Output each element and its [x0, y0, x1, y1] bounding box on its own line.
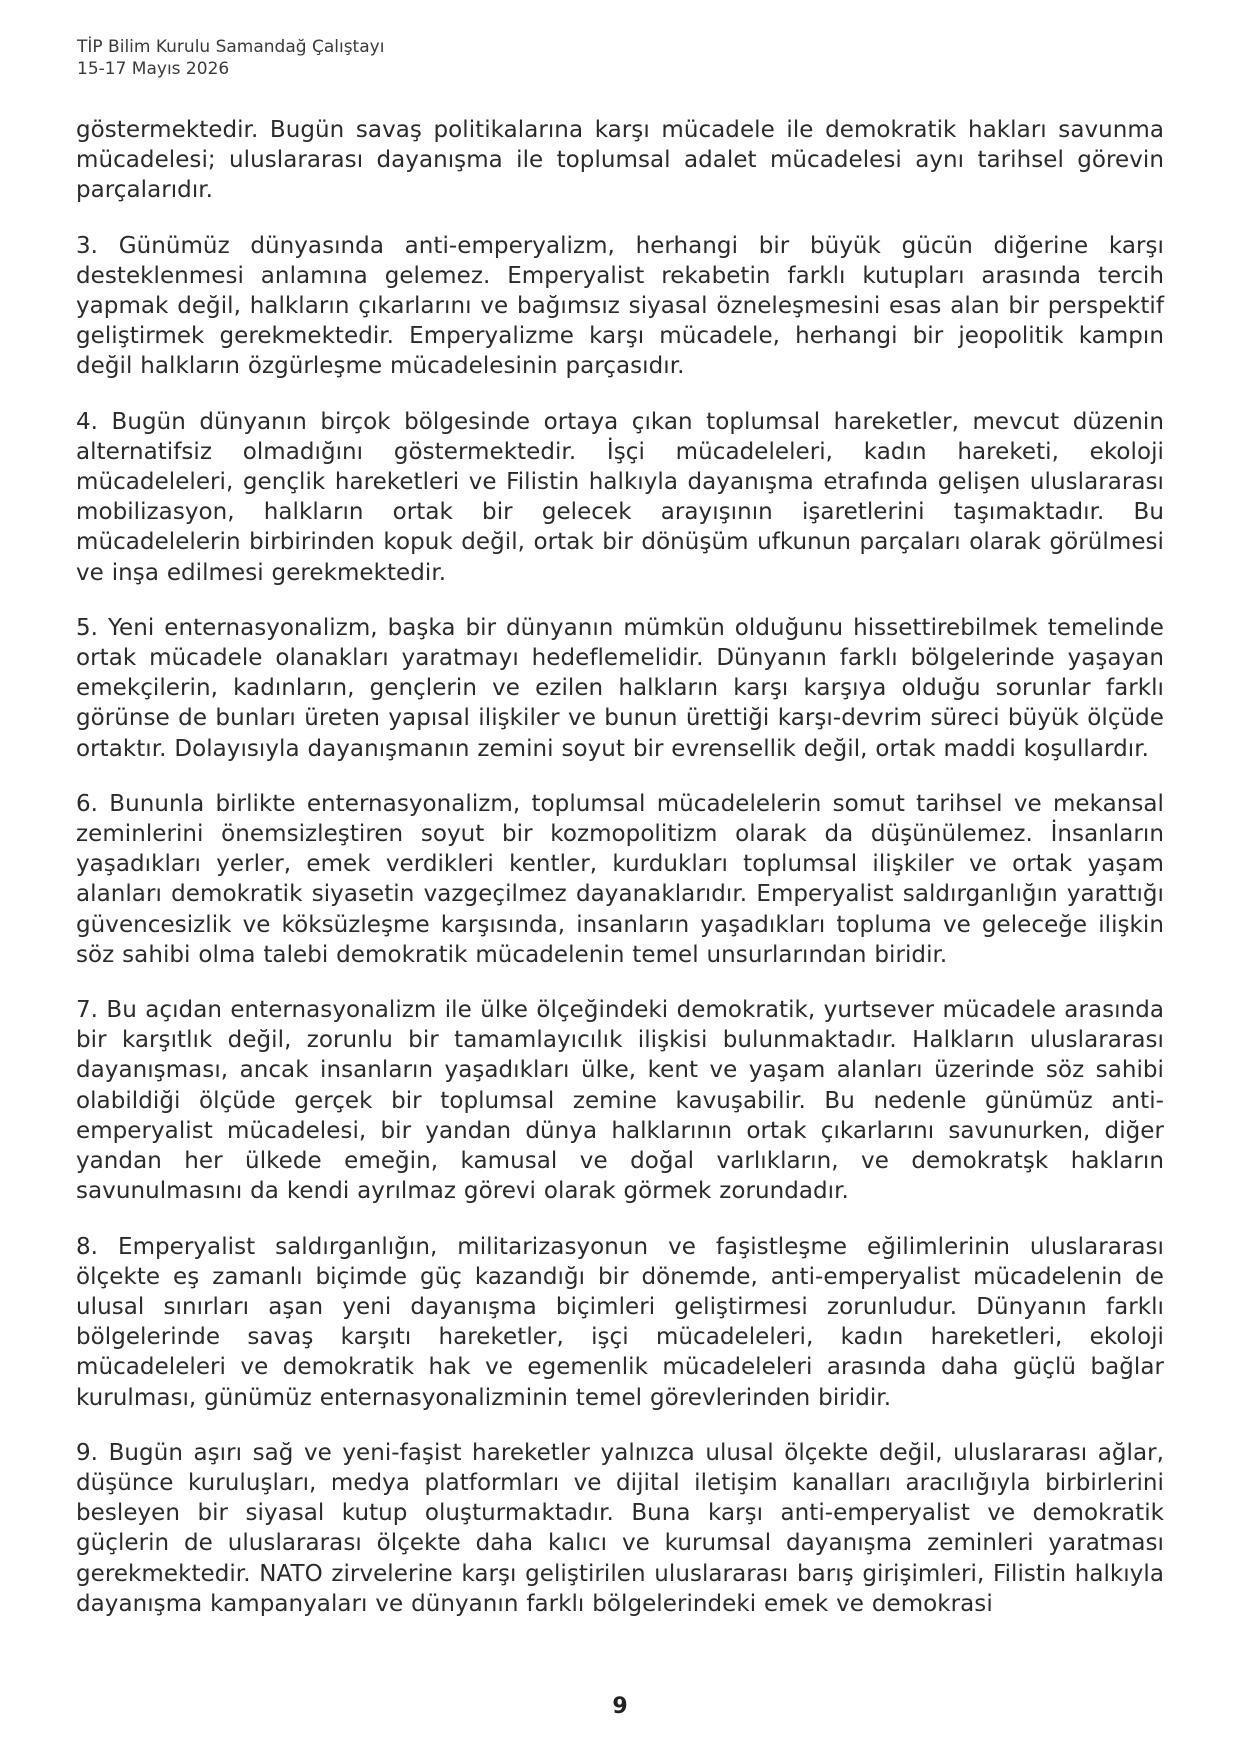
paragraph-item-5: 5. Yeni enternasyonalizm, başka bir dünyanın mümkün olduğunu hissettirebilmek temelinde ortak mücadele olanakları yaratmayı hedeflemelidir. Dünyanın farklı bölgelerinde yaşayan emekçilerin, kadınların, gençlerin ve ezilen halkların karşı karşıya olduğu sorunlar farklı görünse de bunları üreten yapısal ilişkiler ve bunun ürettiği karşı-devrim süreci büyük ölçüde ortaktır. Dolayısıyla dayanışmanın zemini soyut bir evrensellik değil, ortak maddi koşullardır.: [76, 614, 1164, 762]
paragraph-item-7: 7. Bu açıdan enternasyonalizm ile ülke ölçeğindeki demokratik, yurtsever mücadele arasında bir karşıtlık değil, zorunlu bir tamamlayıcılık ilişkisi bulunmaktadır. Halkların uluslararası dayanışması, ancak insanların yaşadıkları ülke, kent ve yaşam alanları üzerinde söz sahibi olabildiği ölçüde gerçek bir toplumsal zemine kavuşabilir. Bu nedenle günümüz anti-emperyalist mücadelesi, bir yandan dünya halklarının ortak çıkarlarını savunurken, diğer yandan her ülkede emeğin, kamusal ve doğal varlıkların, ve demokratşk hakların savunulmasını da kendi ayrılmaz görevi olarak görmek zorundadır.: [76, 997, 1164, 1205]
page-header: [77, 36, 384, 80]
header-dates: 15-17 Mayıs 2026: [77, 59, 230, 79]
paragraph-item-9: 9. Bugün aşırı sağ ve yeni-faşist hareketler yalnızca ulusal ölçekte değil, uluslararası ağlar, düşünce kuruluşları, medya platformları ve dijital iletişim kanalları aracılığıyla birbirlerini besleyen bir siyasal kutup oluşturmaktadır. Buna karşı anti-emperyalist ve demokratik güçlerin de uluslararası ölçekte daha kalıcı ve kurumsal dayanışma zeminleri yaratması gerekmektedir. NATO zirvelerine karşı geliştirilen uluslararası barış girişimleri, Filistin halkıyla dayanışma kampanyaları ve dünyanın farklı bölgelerindeki emek ve demokrasi: [76, 1439, 1164, 1617]
paragraph-continuation: göstermektedir. Bugün savaş politikalarına karşı mücadele ile demokratik hakları savunma mücadelesi; uluslararası dayanışma ile toplumsal adalet mücadelesi aynı tarihsel görevin parçalarıdır.: [76, 117, 1164, 204]
body-text: [76, 115, 1164, 1644]
header-title: TİP Bilim Kurulu Samandağ Çalıştayı: [77, 37, 385, 57]
paragraph-item-8: 8. Emperyalist saldırganlığın, militarizasyonun ve faşistleşme eğilimlerinin uluslararası ölçekte eş zamanlı biçimde güç kazandığı bir dönemde, anti-emperyalist mücadelenin de ulusal sınırları aşan yeni dayanışma biçimleri geliştirmesi zorunludur. Dünyanın farklı bölgelerinde savaş karşıtı hareketler, işçi mücadeleleri, kadın hareketleri, ekoloji mücadeleleri ve demokratik hak ve egemenlik mücadeleleri arasında daha güçlü bağlar kurulması, günümüz enternasyonalizminin temel görevlerinden biridir.: [76, 1233, 1164, 1411]
paragraph-item-4: 4. Bugün dünyanın birçok bölgesinde ortaya çıkan toplumsal hareketler, mevcut düzenin alternatifsiz olmadığını göstermektedir. İşçi mücadeleleri, kadın hareketi, ekoloji mücadeleleri, gençlik hareketleri ve Filistin halkıyla dayanışma etrafında gelişen uluslararası mobilizasyon, halkların ortak bir gelecek arayışının işaretlerini taşımaktadır. Bu mücadelelerin birbirinden kopuk değil, ortak bir dönüşüm ufkunun parçaları olarak görülmesi ve inşa edilmesi gerekmektedir.: [76, 408, 1164, 586]
paragraph-item-3: 3. Günümüz dünyasında anti-emperyalizm, herhangi bir büyük gücün diğerine karşı desteklenmesi anlamına gelemez. Emperyalist rekabetin farklı kutupları arasında tercih yapmak değil, halkların çıkarlarını ve bağımsız siyasal özneleşmesini esas alan bir perspektif geliştirmek gerekmektedir. Emperyalizme karşı mücadele, herhangi bir jeopolitik kampın değil halkların özgürleşme mücadelesinin parçasıdır.: [76, 232, 1164, 380]
page-number: 9: [612, 1694, 628, 1719]
paragraph-item-6: 6. Bununla birlikte enternasyonalizm, toplumsal mücadelelerin somut tarihsel ve mekansal zeminlerini önemsizleştiren soyut bir kozmopolitizm olarak da düşünülemez. İnsanların yaşadıkları yerler, emek verdikleri kentler, kurdukları toplumsal ilişkiler ve ortak yaşam alanları demokratik siyasetin vazgeçilmez dayanaklarıdır. Emperyalist saldırganlığın yarattığı güvencesizlik ve köksüzleşme karşısında, insanların yaşadıkları topluma ve geleceğe ilişkin söz sahibi olma talebi demokratik mücadelenin temel unsurlarından biridir.: [76, 790, 1164, 968]
